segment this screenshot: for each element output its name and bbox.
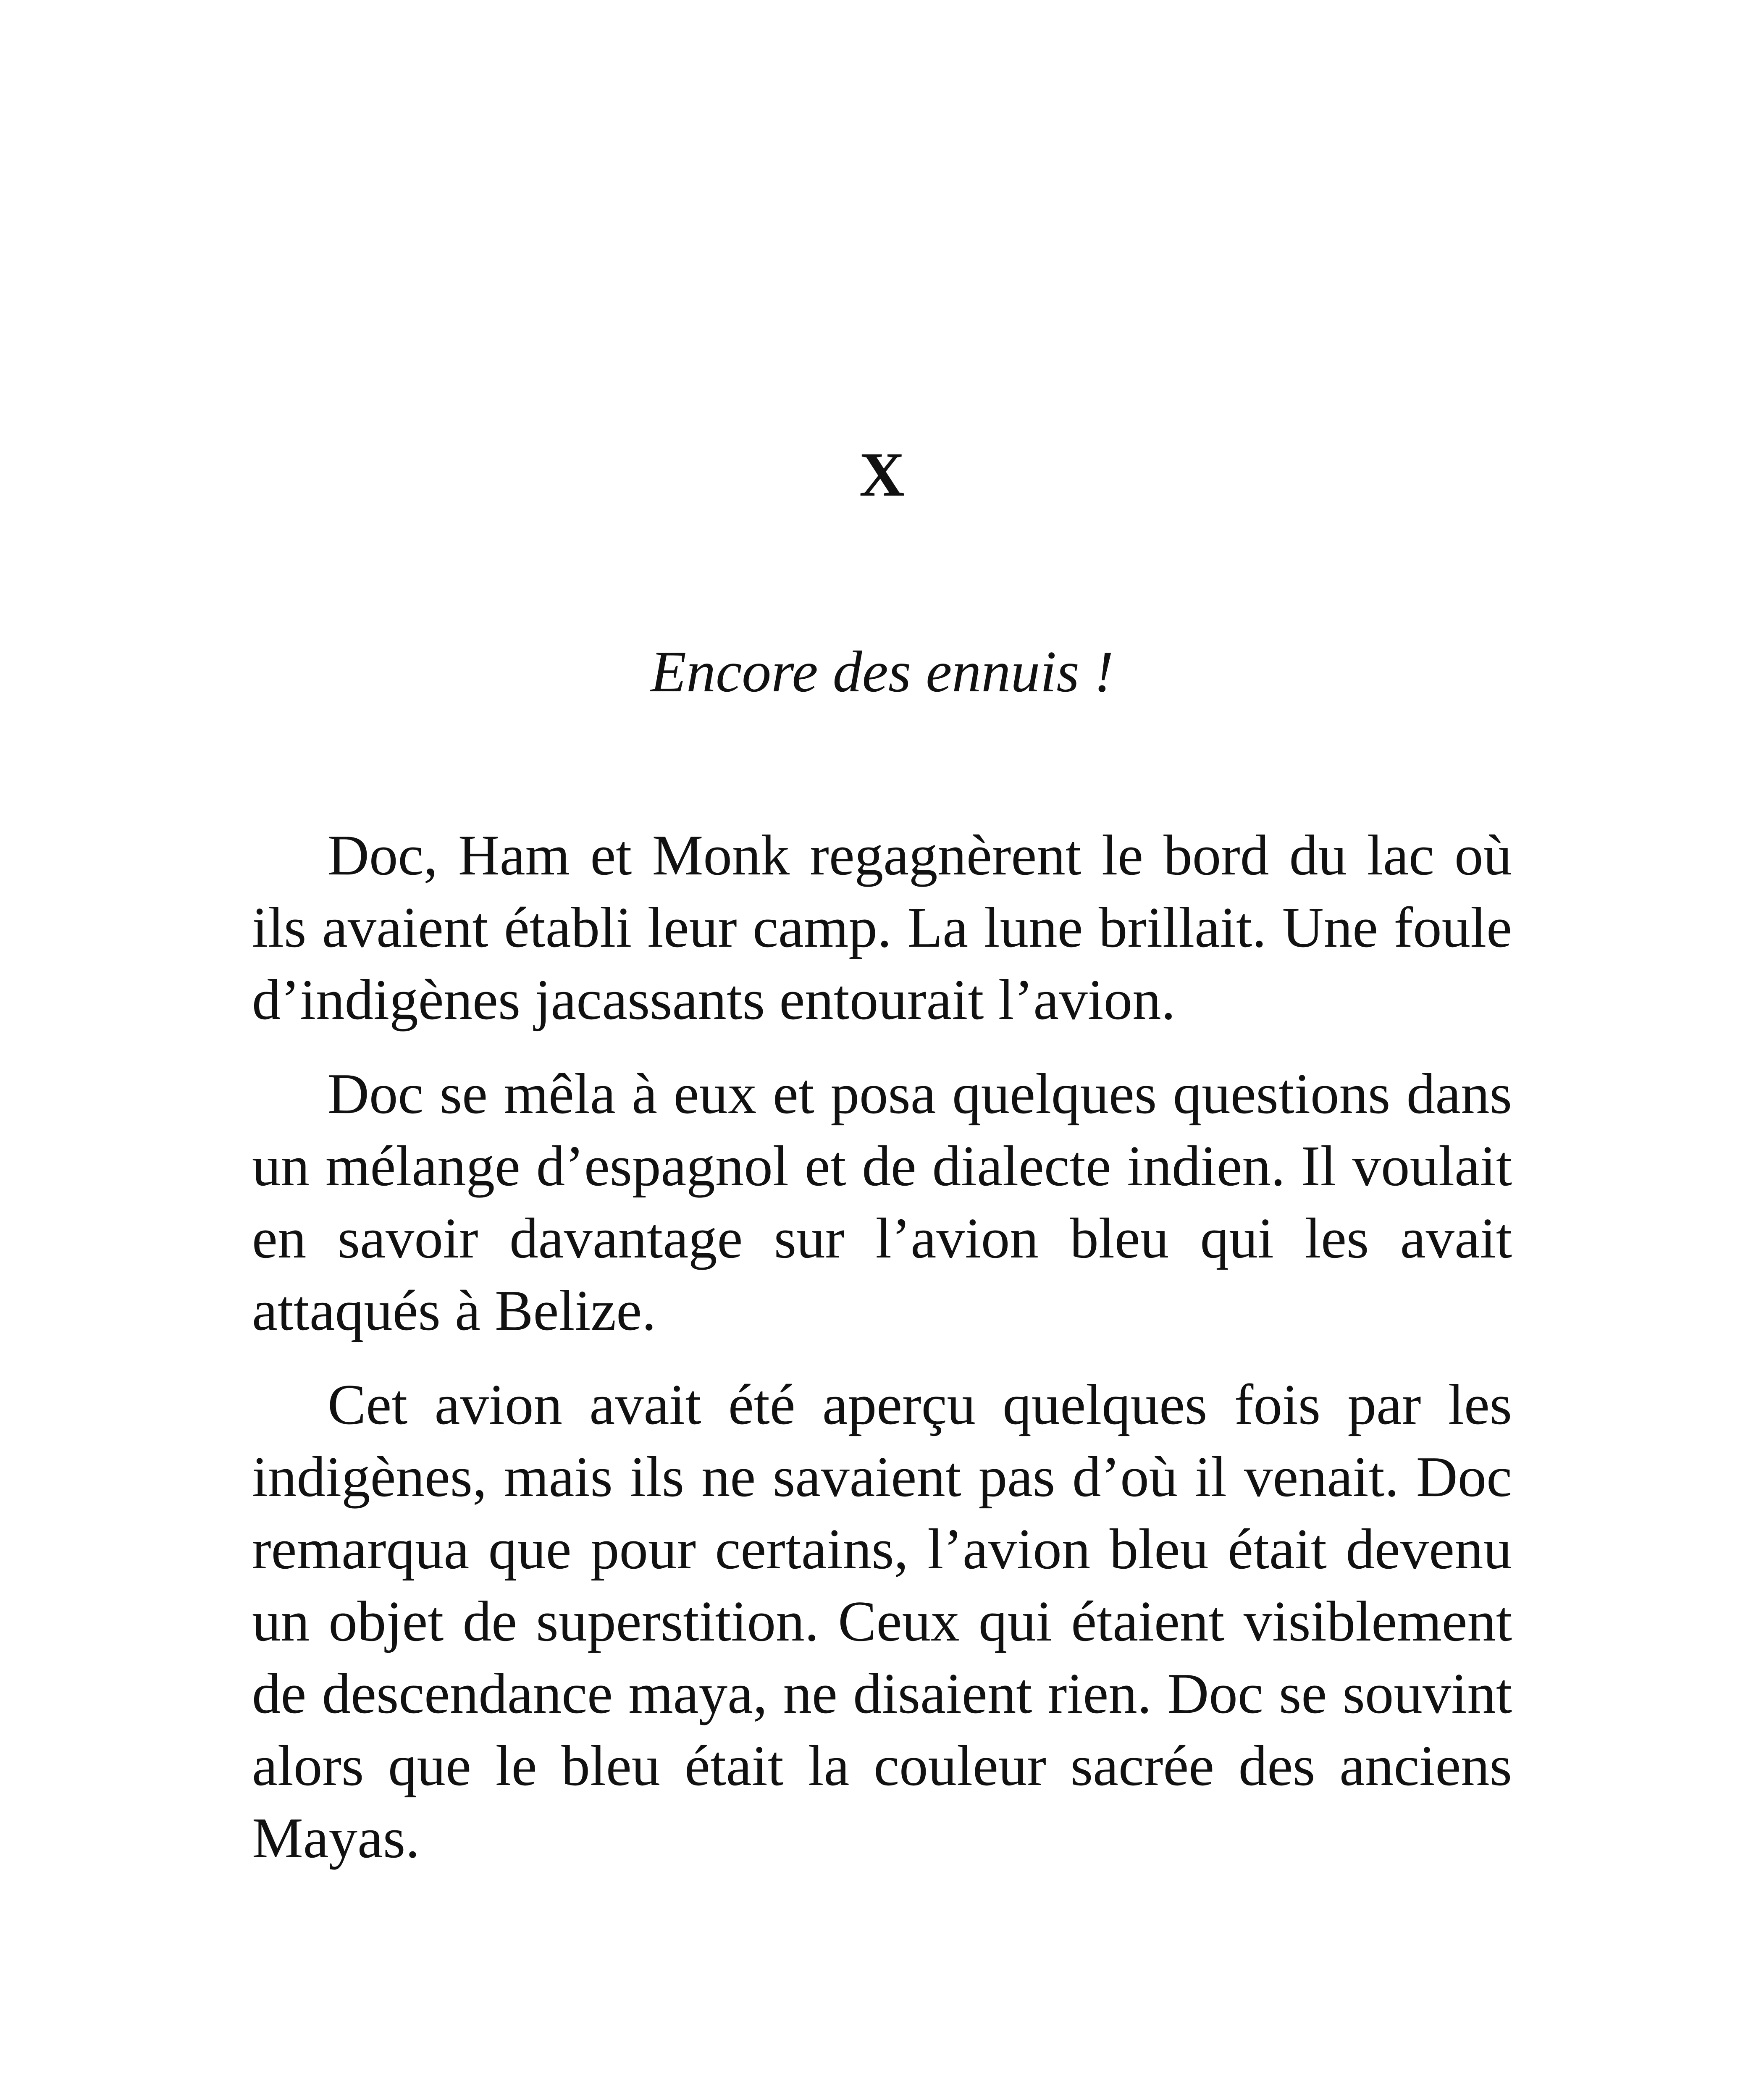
paragraph: Doc se mêla à eux et posa quelques questions dans un mélange d’espagnol et de dialecte indien. Il voulait en savoir davantage sur l’avion bleu qui les avait attaqués à Belize.: [252, 1062, 1512, 1342]
chapter-body: [252, 819, 1512, 1896]
chapter-title: Encore des ennuis !: [650, 639, 1114, 704]
chapter-number: X: [859, 440, 905, 509]
paragraph: Cet avion avait été aperçu quelques fois par les indigènes, mais ils ne savaient pas d’où il venait. Doc remarqua que pour certains, l’avion bleu était devenu un objet de superstition. Ceux qui étaient visiblement de descendance maya, ne disaient rien. Doc se souvint alors que le bleu était la couleur sacrée des anciens Mayas.: [252, 1373, 1512, 1870]
paragraph: Doc, Ham et Monk regagnèrent le bord du lac où ils avaient établi leur camp. La lune brillait. Une foule d’indigènes jacassants entourait l’avion.: [252, 823, 1512, 1032]
